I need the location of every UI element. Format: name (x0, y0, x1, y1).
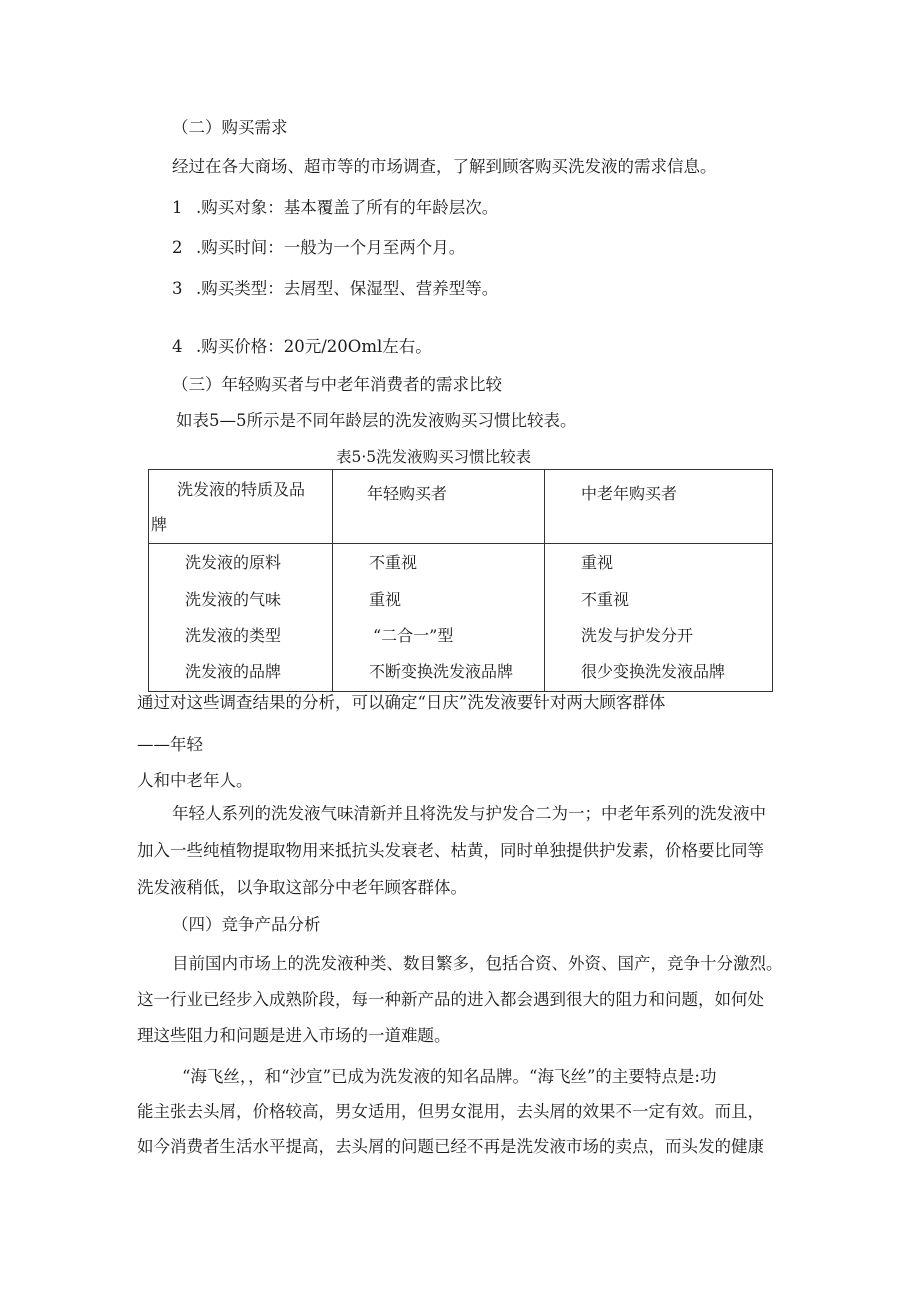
header-young-buyers: 年轻购买者 (367, 484, 448, 503)
conclusion-line: 人和中老年人。 (137, 771, 253, 790)
feature-label: 洗发液的类型 (185, 626, 282, 645)
list-item: .购买类型：去屑型、保湿型、营养型等。 (196, 279, 499, 298)
paragraph-line: 洗发液稍低，以争取这部分中老年顾客群体。 (137, 878, 467, 897)
table-cell-young (333, 544, 545, 692)
young-value: 不重视 (369, 553, 418, 572)
section-2-intro: 经过在各大商场、超市等的市场调查，了解到顾客购买洗发液的需求信息。 (172, 157, 717, 176)
list-item-number: 4 (172, 337, 183, 356)
table-caption: 表5·5洗发液购买习惯比较表 (336, 448, 532, 466)
table-body-row (149, 544, 773, 692)
paragraph-line: 能主张去头屑，价格较高，男女适用，但男女混用，去头屑的效果不一定有效。而且， (137, 1102, 764, 1121)
old-value: 不重视 (581, 590, 630, 609)
young-value: 重视 (369, 590, 402, 609)
table-cell-old (545, 544, 773, 692)
conclusion-line: ——年轻 (137, 735, 203, 754)
young-value: 不断变换洗发液品牌 (369, 662, 514, 681)
header-feature-line1: 洗发液的特质及品 (177, 480, 306, 499)
paragraph-line: 理这些阻力和问题是进入市场的一道难题。 (137, 1026, 451, 1045)
section-3-heading: （三）年轻购买者与中老年消费者的需求比较 (172, 375, 502, 394)
feature-label: 洗发液的原料 (185, 553, 282, 572)
list-item-number: 3 (172, 279, 183, 298)
section-4-heading: （四）竞争产品分析 (172, 915, 321, 934)
header-older-buyers: 中老年购买者 (581, 484, 678, 503)
old-value: 很少变换洗发液品牌 (581, 662, 726, 681)
comparison-table (148, 469, 773, 692)
table-header-row (149, 470, 773, 544)
list-item: .购买价格：20元/20Oml左右。 (196, 337, 432, 356)
conclusion-line: 通过对这些调查结果的分析，可以确定“日庆”洗发液要针对两大顾客群体 (137, 693, 666, 712)
section-2-heading: （二）购买需求 (172, 118, 288, 137)
young-value: “二合一”型 (373, 626, 454, 645)
list-item: .购买时间：一般为一个月至两个月。 (196, 238, 466, 257)
old-value: 重视 (581, 553, 614, 572)
paragraph-line: 这一行业已经步入成熟阶段，每一种新产品的进入都会遇到很大的阻力和问题，如何处 (137, 990, 764, 1009)
list-item-number: 2 (172, 238, 183, 257)
feature-label: 洗发液的品牌 (185, 662, 282, 681)
header-feature-line2: 牌 (151, 515, 168, 534)
old-value: 洗发与护发分开 (581, 626, 694, 645)
paragraph-line: 加入一些纯植物提取物用来抵抗头发衰老、枯黄，同时单独提供护发素，价格要比同等 (137, 841, 764, 860)
paragraph-line: 如今消费者生活水平提高，去头屑的问题已经不再是洗发液市场的卖点，而头发的健康 (137, 1137, 764, 1156)
table-header-cell (333, 470, 545, 544)
list-item: .购买对象：基本覆盖了所有的年龄层次。 (196, 198, 499, 217)
paragraph-line: 年轻人系列的洗发液气味清新并且将洗发与护发合二为一；中老年系列的洗发液中 (172, 804, 766, 823)
paragraph-line: “海飞丝，，和“沙宣”已成为洗发液的知名品牌。“海飞丝”的主要特点是:功 (182, 1067, 717, 1086)
paragraph-line: 目前国内市场上的洗发液种类、数目繁多，包括合资、外资、国产，竞争十分激烈。 (172, 954, 783, 973)
list-item-number: 1 (172, 198, 183, 217)
section-3-intro: 如表5—5所示是不同年龄层的洗发液购买习惯比较表。 (176, 411, 577, 430)
table-cell-features (149, 544, 333, 692)
table-header-cell (545, 470, 773, 544)
feature-label: 洗发液的气味 (185, 590, 282, 609)
table-header-cell (149, 470, 333, 544)
